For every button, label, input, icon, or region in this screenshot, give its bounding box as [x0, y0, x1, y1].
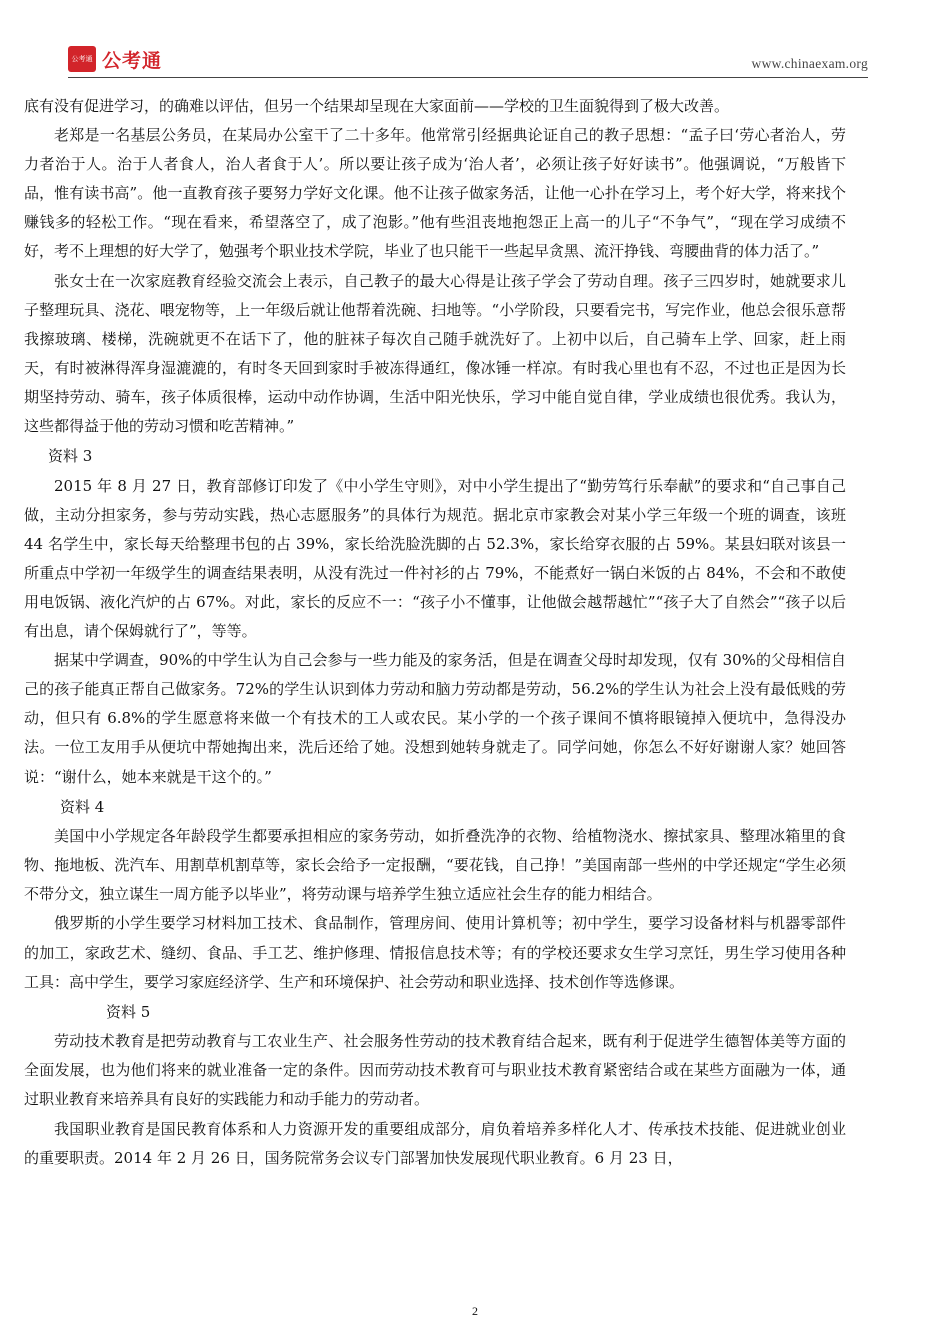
- paragraph-russia: 俄罗斯的小学生要学习材料加工技术、食品制作，管理房间、使用计算机等；初中学生，要学习设备材料与机器零部件的加工，家政艺术、缝纫、食品、手工艺、维护修理、情报信息技术等；有的学校还要求女生学习烹饪，男生学习使用各种工具：高中学生，要学习家庭经济学、生产和环境保护、社会劳动和职业选择、技术创作等选修课。: [24, 914, 846, 991]
- paragraph-rules: 2015 年 8 月 27 日，教育部修订印发了《中小学生守则》，对中小学生提出了“勤劳笃行乐奉献”的要求和“自己事自己做，主动分担家务，参与劳动实践，热心志愿服务”的具体行为规范。据北京市家教会对某小学三年级一个班的调查，该班 44 名学生中，家长每天给整理书包的占 39%，家长给洗脸洗脚的占 52.3%，家长给穿衣服的占 59%。某县妇联对该县一所重点中学初一年级学生的调查结果表明，从没有洗过一件衬衫的占 79%，不能煮好一锅白米饭的占 84%，不会和不敢使用电饭锅、液化汽炉的占 67%。对此，家长的反应不一：“孩子小不懂事，让他做会越帮越忙”“孩子大了自然会”“孩子以后有出息，请个保姆就行了”，等等。: [24, 476, 846, 641]
- paragraph-laozheng: 老郑是一名基层公务员，在某局办公室干了二十多年。他常常引经据典论证自己的教子思想：“孟子曰‘劳心者治人，劳力者治于人。治于人者食人，治人者食于人’。所以要让孩子成为‘治人者’，必须让孩子好好读书”。他强调说，“万般皆下品，惟有读书高”。他一直教育孩子要努力学好文化课。他不让孩子做家务活，让他一心扑在学习上，考个好大学，将来找个赚钱多的轻松工作。“现在看来，希望落空了，成了泡影。”他有些沮丧地抱怨正上高一的儿子“不争气”，“现在学习成绩不好，考不上理想的好大学了，勉强考个职业技术学院，毕业了也只能干一些起早贪黑、流汗挣钱、弯腰曲背的体力活了。”: [24, 126, 846, 261]
- page-number: 2: [472, 1304, 478, 1318]
- logo-text: 公考通: [102, 49, 163, 72]
- paragraph-usa: 美国中小学规定各年龄段学生都要承担相应的家务劳动，如折叠洗净的衣物、给植物浇水、擦拭家具、整理冰箱里的食物、拖地板、洗汽车、用割草机割草等，家长会给予一定报酬，“要花钱，自己挣！”美国南部一些州的中学还规定“学生必须不带分文，独立谋生一周方能予以毕业”，将劳动课与培养学生独立适应社会生存的能力相结合。: [24, 827, 846, 904]
- paragraph-labor-tech: 劳动技术教育是把劳动教育与工农业生产、社会服务性劳动的技术教育结合起来，既有利于促进学生德智体美等方面的全面发展，也为他们将来的就业准备一定的条件。因而劳动技术教育可与职业技术教育紧密结合或在某些方面融为一体，通过职业教育来培养具有良好的实践能力和动手能力的劳动者。: [24, 1032, 846, 1109]
- paragraph-survey: 据某中学调查，90%的中学生认为自己会参与一些力能及的家务活，但是在调查父母时却发现，仅有 30%的父母相信自己的孩子能真正帮自己做家务。72%的学生认识到体力劳动和脑力劳动都是劳动，56.2%的学生认为社会上没有最低贱的劳动，但只有 6.8%的学生愿意将来做一个有技术的工人或农民。某小学的一个孩子课间不慎将眼镜掉入便坑中，急得没办法。一位工友用手从便坑中帮她掏出来，洗后还给了她。没想到她转身就走了。同学问她，你怎么不好好谢谢人家？她回答说：“谢什么，她本来就是干这个的。”: [24, 651, 846, 786]
- paragraph-zhang: 张女士在一次家庭教育经验交流会上表示，自己教子的最大心得是让孩子学会了劳动自理。孩子三四岁时，她就要求儿子整理玩具、浇花、喂宠物等，上一年级后就让他帮着洗碗、扫地等。“小学阶段，只要看完书，写完作业，他总会很乐意帮我擦玻璃、楼梯，洗碗就更不在话下了，他的脏袜子每次自己随手就洗好了。上初中以后，自己骑车上学、回家，赶上雨天，有时被淋得浑身湿漉漉的，有时冬天回到家时手被冻得通红，像冰锤一样凉。有时我心里也有不忍，不过也正是因为长期坚持劳动、骑车，孩子体质很棒，运动中动作协调，生活中阳光快乐，学习中能自觉自律，学业成绩也很优秀。我认为，这些都得益于他的劳动习惯和吃苦精神。”: [24, 271, 846, 436]
- section-label-3: 资料 3: [48, 447, 93, 466]
- site-url[interactable]: www.chinaexam.org: [751, 56, 868, 71]
- document-body: [24, 92, 846, 1173]
- paragraph-continuation: 底有没有促进学习，的确难以评估，但另一个结果却呈现在大家面前——学校的卫生面貌得到了极大改善。: [24, 97, 730, 115]
- section-label-5: 资料 5: [106, 1002, 151, 1021]
- section-label-4: 资料 4: [60, 797, 105, 816]
- page-header: [68, 43, 868, 78]
- logo-badge-icon: 公考通: [68, 46, 96, 72]
- paragraph-vocational: 我国职业教育是国民教育体系和人力资源开发的重要组成部分，肩负着培养多样化人才、传承技术技能、促进就业创业的重要职责。2014 年 2 月 26 日，国务院常务会议专门部署加快发展现代职业教育。6 月 23 日，: [24, 1119, 846, 1167]
- logo: [68, 45, 162, 73]
